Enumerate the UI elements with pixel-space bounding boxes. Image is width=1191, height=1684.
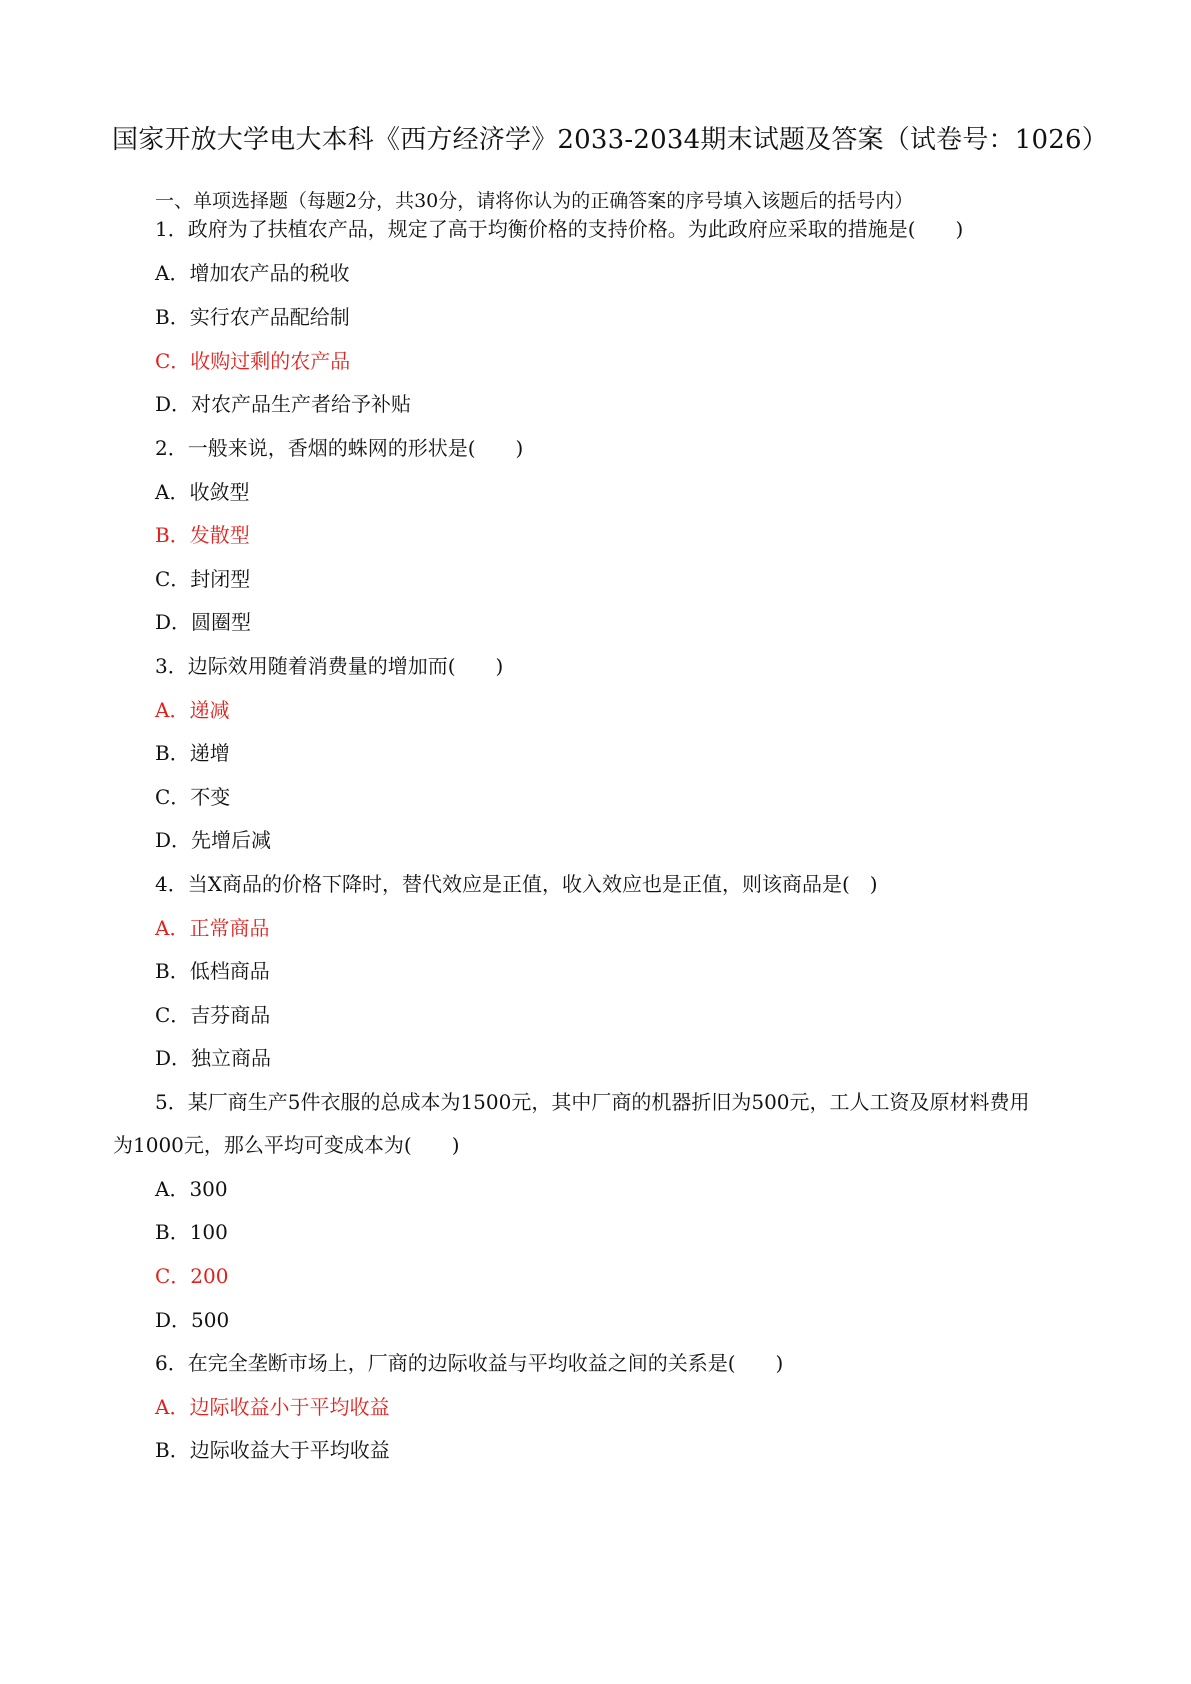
question-1-option-b: B．实行农产品配给制 bbox=[155, 305, 350, 329]
question-4-option-c: C．吉芬商品 bbox=[155, 1003, 271, 1027]
question-5-option-b: B．100 bbox=[155, 1220, 228, 1244]
question-4-option-a-correct: A．正常商品 bbox=[155, 916, 270, 940]
question-1-option-a: A．增加农产品的税收 bbox=[155, 261, 350, 285]
question-2-option-c: C．封闭型 bbox=[155, 567, 251, 591]
question-2-option-a: A．收敛型 bbox=[155, 480, 250, 504]
question-2-stem: 2．一般来说，香烟的蛛网的形状是( ) bbox=[155, 436, 524, 460]
question-3-stem: 3．边际效用随着消费量的增加而( ) bbox=[155, 654, 504, 678]
question-4-stem: 4．当X商品的价格下降时，替代效应是正值，收入效应也是正值，则该商品是( ) bbox=[155, 872, 878, 896]
question-5-option-c-correct: C．200 bbox=[155, 1264, 229, 1288]
question-2-option-d: D．圆圈型 bbox=[155, 610, 252, 634]
question-6-option-a-correct: A．边际收益小于平均收益 bbox=[155, 1395, 390, 1419]
question-4-option-d: D．独立商品 bbox=[155, 1046, 272, 1070]
question-5-stem-continuation: 为1000元，那么平均可变成本为( ) bbox=[113, 1133, 460, 1157]
question-3-option-a-correct: A．递减 bbox=[155, 698, 230, 722]
question-5-option-d: D．500 bbox=[155, 1308, 230, 1332]
question-6-option-b: B．边际收益大于平均收益 bbox=[155, 1438, 390, 1462]
question-6-stem: 6．在完全垄断市场上，厂商的边际收益与平均收益之间的关系是( ) bbox=[155, 1351, 784, 1375]
question-1-stem: 1．政府为了扶植农产品，规定了高于均衡价格的支持价格。为此政府应采取的措施是( ) bbox=[155, 217, 964, 241]
question-3-option-b: B．递增 bbox=[155, 741, 230, 765]
question-5-stem: 5．某厂商生产5件衣服的总成本为1500元，其中厂商的机器折旧为500元，工人工资及原材料费用 bbox=[155, 1090, 1030, 1114]
section-header: 一、单项选择题（每题2分，共30分，请将你认为的正确答案的序号填入该题后的括号内） bbox=[155, 190, 914, 212]
question-5-option-a: A．300 bbox=[155, 1177, 228, 1201]
question-1-option-c-correct: C．收购过剩的农产品 bbox=[155, 349, 351, 373]
document-title: 国家开放大学电大本科《西方经济学》2033-2034期末试题及答案（试卷号：1026） bbox=[112, 125, 1108, 155]
question-4-option-b: B．低档商品 bbox=[155, 959, 270, 983]
question-1-option-d: D．对农产品生产者给予补贴 bbox=[155, 392, 412, 416]
question-3-option-d: D．先增后减 bbox=[155, 828, 272, 852]
question-3-option-c: C．不变 bbox=[155, 785, 231, 809]
question-2-option-b-correct: B．发散型 bbox=[155, 523, 250, 547]
